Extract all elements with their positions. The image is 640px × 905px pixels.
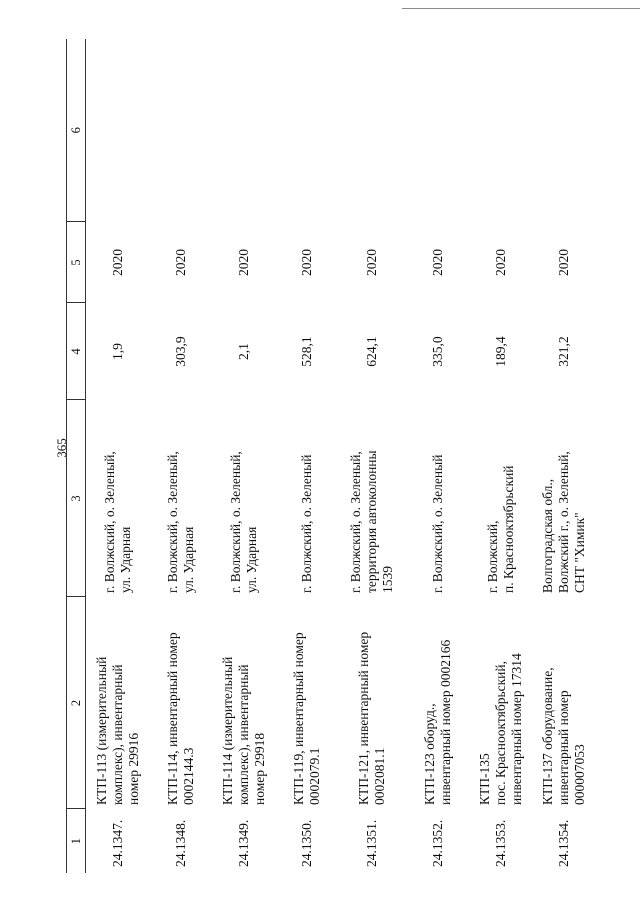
cell-text: г. Волжский, п. Краснооктябрьский (484, 465, 516, 593)
cell-name (275, 597, 338, 809)
cell-value (406, 303, 469, 400)
cell-text: КТП-121, инвентарный номер 0002081.1 (356, 631, 387, 805)
cell-text: КТП-135 пос. Краснооктябрьский, инвентарный номер 17314 (476, 653, 524, 805)
table-row (532, 39, 595, 873)
cell-text: 2,1 (235, 343, 251, 360)
cell-value (149, 303, 212, 400)
cell-text: 2020 (364, 249, 379, 276)
column-header-1: 1 (67, 809, 86, 873)
cell-address (212, 400, 275, 597)
cell-name (469, 597, 532, 809)
cell-text: 2020 (492, 249, 508, 276)
cell-text: 24.1353. (492, 819, 508, 867)
cell-text: КТП-123 оборуд., инвентарный номер 0002166 (421, 639, 453, 805)
cell-text: 24.1351. (364, 819, 379, 867)
cell-value (338, 303, 406, 400)
cell-name (338, 597, 406, 809)
cell-note (275, 39, 338, 222)
cell-address (86, 400, 150, 597)
cell-note (86, 39, 150, 222)
cell-year (212, 222, 275, 303)
cell-text: 2020 (172, 249, 188, 276)
cell-value (212, 303, 275, 400)
cell-text: 2020 (109, 249, 125, 276)
cell-note (212, 39, 275, 222)
cell-note (532, 39, 595, 222)
cell-address (338, 400, 406, 597)
column-header-6: 6 (67, 39, 86, 222)
cell-text: 321,2 (555, 336, 571, 367)
cell-text: 624,1 (364, 336, 379, 367)
cell-address (275, 400, 338, 597)
cell-text: 2020 (298, 249, 314, 276)
table-row (275, 39, 338, 873)
cell-text: 24.1352. (429, 819, 445, 867)
cell-text: 335,0 (429, 336, 445, 367)
table-row (469, 39, 532, 873)
cell-text: г. Волжский, о. Зеленый, ул. Ударная (227, 451, 259, 593)
cell-address (149, 400, 212, 597)
cell-text: КТП-113 (измерительный комплекс), инвентарный номер 29916 (93, 656, 141, 805)
column-header-3: 3 (67, 400, 86, 597)
cell-text: 24.1350. (298, 819, 314, 867)
cell-name (86, 597, 150, 809)
cell-text: КТП-119, инвентарный номер 0002079.1 (290, 632, 322, 805)
cell-number (406, 809, 469, 873)
cell-note (338, 39, 406, 222)
table-row (212, 39, 275, 873)
cell-address (469, 400, 532, 597)
cell-text: 24.1347. (109, 819, 125, 867)
cell-note (406, 39, 469, 222)
cell-number (212, 809, 275, 873)
cell-text: 24.1354. (555, 819, 571, 867)
table-row (406, 39, 469, 873)
cell-year (532, 222, 595, 303)
cell-text: 2020 (235, 249, 251, 276)
cell-text: 2020 (429, 249, 445, 276)
column-header-5: 5 (67, 222, 86, 303)
cell-note (149, 39, 212, 222)
cell-number (532, 809, 595, 873)
cell-text: КТП-114, инвентарный номер 0002144.3 (164, 632, 196, 805)
cell-text: г. Волжский, о. Зеленый, территория автоколонны 1539 (348, 450, 395, 593)
cell-name (212, 597, 275, 809)
cell-year (149, 222, 212, 303)
table-row (338, 39, 406, 873)
cell-text: 303,9 (172, 336, 188, 367)
cell-value (86, 303, 150, 400)
cell-text: Волгоградская обл., Волжский г., о. Зеленый, СНТ "Химик" (539, 451, 587, 593)
table-row (149, 39, 212, 873)
cell-year (86, 222, 150, 303)
cell-address (532, 400, 595, 597)
cell-year (406, 222, 469, 303)
cell-text: 528,1 (298, 336, 314, 367)
cell-value (469, 303, 532, 400)
cell-name (406, 597, 469, 809)
cell-number (275, 809, 338, 873)
cell-text: г. Волжский, о. Зеленый, ул. Ударная (101, 451, 133, 593)
property-table (66, 39, 595, 873)
cell-year (275, 222, 338, 303)
cell-text: 189,4 (492, 336, 508, 367)
cell-number (86, 809, 150, 873)
table-row (86, 39, 150, 873)
cell-number (338, 809, 406, 873)
column-header-2: 2 (67, 597, 86, 809)
cell-text: КТП-114 (измерительный комплекс), инвентарный номер 29918 (219, 656, 267, 805)
cell-text: 1,9 (109, 343, 125, 360)
cell-address (406, 400, 469, 597)
cell-text: г. Волжский, о. Зеленый, ул. Ударная (164, 451, 196, 593)
cell-text: 2020 (555, 249, 571, 276)
cell-year (338, 222, 406, 303)
cell-text: г. Волжский, о. Зеленый (429, 454, 445, 593)
column-header-4: 4 (67, 303, 86, 400)
cell-number (469, 809, 532, 873)
cell-year (469, 222, 532, 303)
cell-text: КТП-137 оборудование, инвентарный номер 000007053 (539, 667, 587, 805)
cell-note (469, 39, 532, 222)
cell-value (275, 303, 338, 400)
cell-value (532, 303, 595, 400)
cell-text: 24.1348. (172, 819, 188, 867)
cell-number (149, 809, 212, 873)
header-row (67, 39, 86, 873)
page-number: 365 (54, 438, 69, 458)
cell-name (149, 597, 212, 809)
cell-text: 24.1349. (235, 819, 251, 867)
cell-text: г. Волжский, о. Зеленый (298, 454, 314, 593)
cell-name (532, 597, 595, 809)
